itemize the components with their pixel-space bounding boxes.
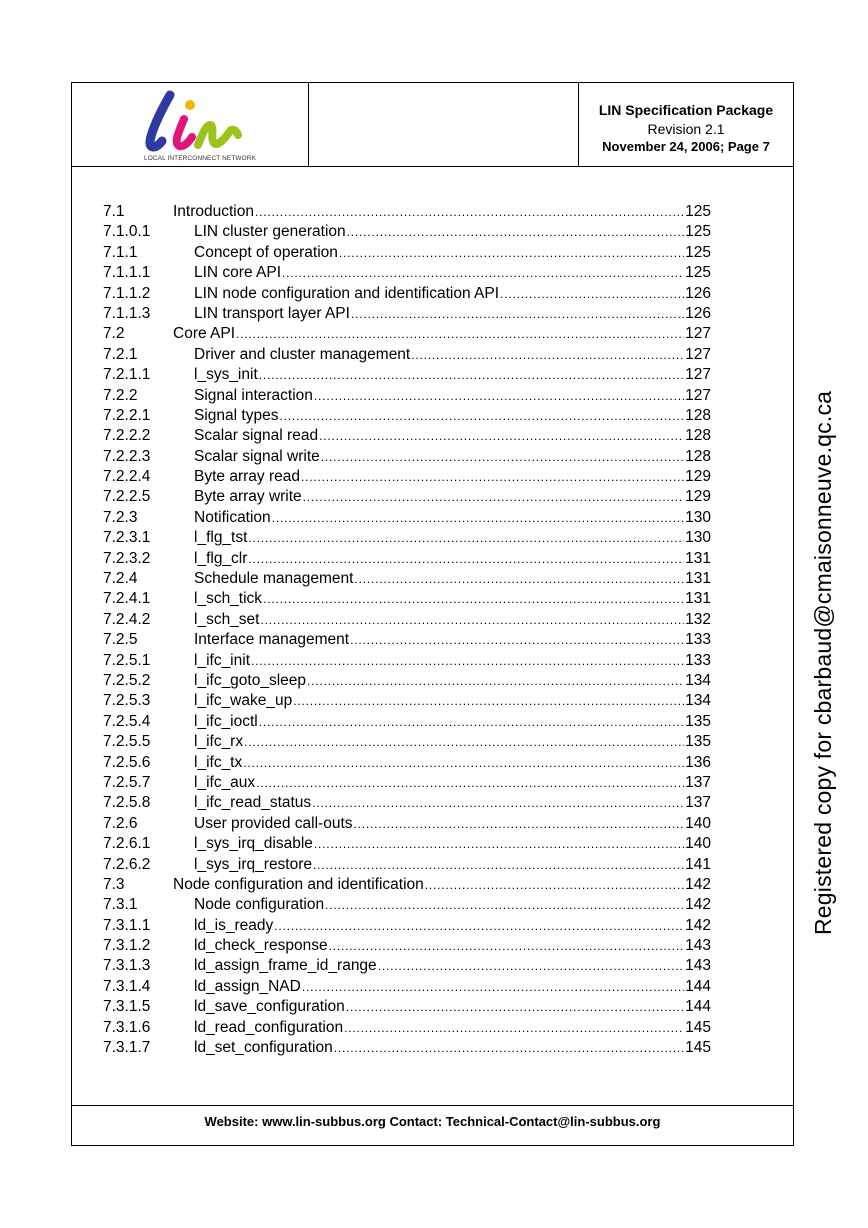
toc-entry[interactable] [103,936,711,956]
toc-entry-page: 141 [685,855,711,873]
toc-entry-line [194,834,711,854]
toc-entry-line [194,732,711,752]
toc-entry-number: 7.3.1.3 [103,957,151,975]
toc-entry[interactable] [103,1018,711,1038]
revision-label: Revision 2.1 [647,121,725,137]
toc-entry-line [173,202,711,222]
toc-entry[interactable] [103,243,711,263]
toc-entry-line [194,406,711,426]
toc-entry-title: Scalar signal read [194,427,319,445]
toc-entry-page: 125 [685,264,711,282]
toc-entry-title: Node configuration [194,896,325,914]
toc-entry-page: 145 [685,1018,711,1036]
toc-entry[interactable] [103,324,711,344]
toc-entry-number: 7.2.3.2 [103,549,151,567]
toc-entry-number: 7.2.5.8 [103,794,151,812]
toc-dot-leader [256,773,684,793]
toc-entry-title: ld_assign_frame_id_range [194,957,377,975]
toc-entry-page: 130 [685,529,711,547]
toc-entry-page: 127 [685,325,711,343]
toc-entry-title: l_ifc_wake_up [194,692,293,710]
toc-entry[interactable] [103,406,711,426]
toc-entry-number: 7.2.2.1 [103,406,151,424]
toc-dot-leader [346,997,684,1017]
toc-entry-number: 7.3.1 [103,896,138,914]
toc-dot-leader [293,691,684,711]
footer-contact: Website: www.lin-subbus.org Contact: Technical-Contact@lin-subbus.org [204,1114,661,1129]
toc-entry-page: 131 [685,590,711,608]
toc-entry-page: 127 [685,386,711,404]
toc-entry-page: 125 [685,223,711,241]
toc-dot-leader [259,712,684,732]
toc-entry-line [173,324,711,344]
logo-cell [72,83,309,166]
toc-entry[interactable] [103,284,711,304]
toc-entry-title: Node configuration and identification [173,875,424,893]
toc-entry[interactable] [103,222,711,242]
toc-entry-title: Scalar signal write [194,447,320,465]
toc-entry[interactable] [103,671,711,691]
toc-entry-page: 143 [685,957,711,975]
toc-dot-leader [260,610,684,630]
toc-entry-title: l_flg_clr [194,549,248,567]
toc-entry[interactable] [103,202,711,222]
toc-entry-number: 7.2.2 [103,386,138,404]
toc-dot-leader [339,243,684,263]
lin-logo [140,89,250,155]
toc-entry-line [194,528,711,548]
toc-dot-leader [248,549,684,569]
toc-entry-number: 7.2.6.1 [103,835,151,853]
toc-entry-title: l_sch_tick [194,590,263,608]
toc-dot-leader [329,936,685,956]
toc-entry-line [194,1018,711,1038]
toc-entry-line [173,875,711,895]
toc-entry-number: 7.3.1.5 [103,998,151,1016]
table-of-contents [103,202,711,1058]
toc-entry-number: 7.1.1 [103,243,138,261]
toc-entry[interactable] [103,386,711,406]
toc-entry-number: 7.2.5.1 [103,651,151,669]
toc-entry-title: l_sys_irq_restore [194,855,313,873]
toc-entry[interactable] [103,712,711,732]
toc-entry[interactable] [103,610,711,630]
toc-dot-leader [312,793,684,813]
toc-entry-line [194,773,711,793]
toc-entry-title: ld_is_ready [194,916,274,934]
toc-entry-page: 126 [685,304,711,322]
toc-entry-line [194,814,711,834]
toc-entry[interactable] [103,1038,711,1058]
toc-entry-page: 144 [685,977,711,995]
toc-entry-page: 143 [685,937,711,955]
toc-entry[interactable] [103,304,711,324]
toc-entry[interactable] [103,977,711,997]
toc-dot-leader [248,528,684,548]
toc-entry-title: Byte array read [194,468,300,486]
toc-entry-number: 7.2.6 [103,814,138,832]
toc-entry[interactable] [103,651,711,671]
toc-entry[interactable] [103,426,711,446]
toc-entry-title: Interface management [194,631,350,649]
toc-entry-title: LIN node configuration and identification API [194,284,500,302]
toc-dot-leader [319,426,684,446]
toc-entry-number: 7.2.1 [103,345,138,363]
toc-dot-leader [274,916,684,936]
document-title: LIN Specification Package [598,102,774,118]
toc-entry-page: 128 [685,427,711,445]
toc-entry[interactable] [103,916,711,936]
toc-entry[interactable] [103,365,711,385]
toc-entry-line [194,467,711,487]
toc-entry-line [194,549,711,569]
toc-entry-line [194,753,711,773]
toc-entry[interactable] [103,691,711,711]
toc-entry-title: LIN core API [194,264,282,282]
toc-entry-number: 7.3.1.7 [103,1039,151,1057]
toc-entry[interactable] [103,549,711,569]
header-blank-cell [309,83,579,166]
toc-dot-leader [321,447,684,467]
toc-entry-title: l_ifc_aux [194,773,256,791]
registration-watermark: Registered copy for cbarbaud@cmaisonneuve.qc.ca [810,390,836,935]
toc-entry-line [194,977,711,997]
toc-entry-number: 7.2.2.5 [103,488,151,506]
toc-entry-number: 7.3.1.4 [103,977,151,995]
toc-entry-title: Introduction [173,203,254,220]
toc-entry[interactable] [103,895,711,915]
toc-entry-page: 126 [685,284,711,302]
toc-entry-page: 144 [685,998,711,1016]
toc-dot-leader [279,406,684,426]
toc-dot-leader [350,630,684,650]
toc-entry[interactable] [103,855,711,875]
toc-entry-number: 7.3.1.6 [103,1018,151,1036]
toc-dot-leader [301,467,684,487]
toc-entry-title: l_sys_init [194,366,258,384]
toc-entry-number: 7.1.1.3 [103,304,151,322]
toc-entry-title: ld_save_configuration [194,998,345,1016]
toc-entry-number: 7.2.4 [103,570,138,588]
toc-entry-page: 142 [685,875,711,893]
toc-entry-number: 7.1.0.1 [103,223,151,241]
toc-entry-line [194,855,711,875]
toc-entry-line [194,263,711,283]
toc-entry-page: 130 [685,508,711,526]
toc-entry-line [194,426,711,446]
toc-dot-leader [236,324,684,344]
logo-tagline: LOCAL INTERCONNECT NETWORK [144,155,257,162]
toc-dot-leader [259,365,684,385]
toc-entry-page: 135 [685,733,711,751]
toc-entry-page: 145 [685,1039,711,1057]
toc-dot-leader [425,875,684,895]
toc-entry-page: 142 [685,916,711,934]
toc-dot-leader [325,895,684,915]
toc-entry-number: 7.2.5.6 [103,753,151,771]
toc-entry[interactable] [103,589,711,609]
toc-dot-leader [244,732,684,752]
toc-entry-page: 137 [685,773,711,791]
logo-n-stroke [198,125,238,145]
toc-entry-title: Schedule management [194,570,354,588]
toc-entry-title: LIN transport layer API [194,304,350,322]
toc-dot-leader [347,222,684,242]
toc-entry-line [194,243,711,263]
toc-entry-number: 7.3.1.2 [103,937,151,955]
toc-entry-number: 7.2.4.1 [103,590,151,608]
toc-dot-leader [282,263,684,283]
toc-entry-page: 133 [685,631,711,649]
toc-entry-title: ld_set_configuration [194,1039,333,1057]
toc-entry-number: 7.2.4.2 [103,610,151,628]
toc-entry-line [194,365,711,385]
toc-entry-number: 7.3 [103,875,125,893]
toc-entry-line [194,630,711,650]
toc-entry-line [194,916,711,936]
toc-entry-number: 7.2.5.2 [103,671,151,689]
toc-dot-leader [314,386,684,406]
toc-entry-line [194,386,711,406]
toc-entry-line [194,487,711,507]
toc-entry-title: Core API [173,325,236,343]
toc-entry-page: 133 [685,651,711,669]
toc-entry-title: l_flg_tst [194,529,248,547]
toc-entry-title: ld_assign_NAD [194,977,301,995]
toc-entry-title: l_sys_irq_disable [194,835,313,853]
toc-entry-line [194,895,711,915]
toc-entry-title: Signal types [194,406,279,424]
toc-entry[interactable] [103,569,711,589]
toc-entry-title: l_ifc_read_status [194,794,312,812]
toc-entry-number: 7.1.1.1 [103,264,151,282]
toc-entry[interactable] [103,956,711,976]
toc-entry-title: Driver and cluster management [194,345,411,363]
toc-dot-leader [263,589,684,609]
toc-entry-number: 7.2.2.2 [103,427,151,445]
toc-entry-number: 7.2.2.4 [103,468,151,486]
toc-entry-number: 7.2 [103,325,125,343]
toc-entry-page: 132 [685,610,711,628]
toc-entry[interactable] [103,487,711,507]
toc-entry-page: 134 [685,692,711,710]
toc-entry-line [194,508,711,528]
toc-entry-number: 7.2.2.3 [103,447,151,465]
toc-entry-page: 125 [685,203,711,220]
toc-entry-line [194,936,711,956]
toc-entry-page: 142 [685,896,711,914]
toc-entry-title: l_ifc_rx [194,733,244,751]
toc-dot-leader [500,284,684,304]
toc-entry[interactable] [103,875,711,895]
toc-entry[interactable] [103,753,711,773]
toc-entry[interactable] [103,467,711,487]
toc-entry-page: 134 [685,671,711,689]
toc-entry-line [194,997,711,1017]
toc-entry[interactable] [103,814,711,834]
toc-entry-page: 140 [685,835,711,853]
toc-entry[interactable] [103,508,711,528]
toc-entry[interactable] [103,630,711,650]
toc-entry-number: 7.2.6.2 [103,855,151,873]
toc-dot-leader [255,202,684,222]
toc-entry[interactable] [103,732,711,752]
logo-l-stroke [150,95,170,147]
toc-entry-page: 127 [685,366,711,384]
toc-entry[interactable] [103,528,711,548]
toc-entry-page: 125 [685,243,711,261]
toc-entry-title: Notification [194,508,271,526]
page-header [72,83,793,167]
toc-entry-number: 7.2.5.5 [103,733,151,751]
toc-entry-line [194,956,711,976]
toc-entry-title: LIN cluster generation [194,223,346,241]
toc-dot-leader [411,345,684,365]
toc-entry[interactable] [103,263,711,283]
toc-entry-page: 131 [685,549,711,567]
toc-entry[interactable] [103,793,711,813]
date-page-label: November 24, 2006; Page 7 [602,139,770,154]
toc-entry-number: 7.3.1.1 [103,916,151,934]
toc-entry-number: 7.1.1.2 [103,284,151,302]
toc-entry-page: 140 [685,814,711,832]
toc-entry-page: 136 [685,753,711,771]
toc-entry-number: 7.2.5 [103,631,138,649]
header-info-cell [579,83,793,166]
toc-entry-title: Concept of operation [194,243,338,261]
toc-entry-title: Byte array write [194,488,302,506]
toc-entry-line [194,304,711,324]
toc-entry-line [194,651,711,671]
toc-entry-title: l_ifc_init [194,651,250,669]
toc-entry-line [194,589,711,609]
toc-entry-number: 7.2.5.4 [103,712,151,730]
toc-entry-line [194,284,711,304]
toc-dot-leader [307,671,684,691]
toc-entry-page: 131 [685,570,711,588]
toc-dot-leader [354,569,684,589]
toc-entry-line [194,712,711,732]
toc-entry-page: 137 [685,794,711,812]
toc-entry-line [194,447,711,467]
toc-entry-title: ld_check_response [194,937,328,955]
toc-entry-title: l_ifc_goto_sleep [194,671,307,689]
toc-dot-leader [344,1018,684,1038]
toc-entry[interactable] [103,773,711,793]
toc-entry-page: 129 [685,468,711,486]
logo-i-stroke [177,119,192,146]
toc-dot-leader [354,814,685,834]
toc-dot-leader [314,834,684,854]
toc-entry-title: l_sch_set [194,610,260,628]
toc-entry-page: 128 [685,447,711,465]
toc-entry-page: 129 [685,488,711,506]
toc-dot-leader [302,977,684,997]
toc-entry-number: 7.1 [103,203,125,220]
toc-entry-line [194,691,711,711]
toc-entry-title: l_ifc_tx [194,753,243,771]
toc-entry-number: 7.2.3.1 [103,529,151,547]
toc-entry-number: 7.2.5.7 [103,773,151,791]
toc-dot-leader [313,855,684,875]
toc-entry-line [194,793,711,813]
toc-entry-line [194,1038,711,1058]
logo-dot [185,100,195,110]
page-footer [72,1105,793,1145]
toc-dot-leader [251,651,684,671]
toc-entry-page: 128 [685,406,711,424]
toc-entry-line [194,610,711,630]
toc-entry-title: ld_read_configuration [194,1018,344,1036]
toc-entry-page: 127 [685,345,711,363]
toc-entry[interactable] [103,447,711,467]
toc-entry-line [194,569,711,589]
toc-entry[interactable] [103,345,711,365]
toc-dot-leader [303,487,684,507]
toc-entry-title: User provided call-outs [194,814,353,832]
toc-entry-page: 135 [685,712,711,730]
toc-dot-leader [378,956,684,976]
toc-entry-number: 7.2.3 [103,508,138,526]
toc-entry[interactable] [103,834,711,854]
toc-entry-title: Signal interaction [194,386,313,404]
toc-dot-leader [272,508,684,528]
toc-dot-leader [351,304,684,324]
toc-entry[interactable] [103,997,711,1017]
toc-dot-leader [334,1038,684,1058]
toc-entry-number: 7.2.5.3 [103,692,151,710]
toc-entry-title: l_ifc_ioctl [194,712,258,730]
toc-entry-line [194,222,711,242]
toc-entry-line [194,671,711,691]
toc-dot-leader [243,753,684,773]
toc-entry-line [194,345,711,365]
toc-entry-number: 7.2.1.1 [103,366,151,384]
